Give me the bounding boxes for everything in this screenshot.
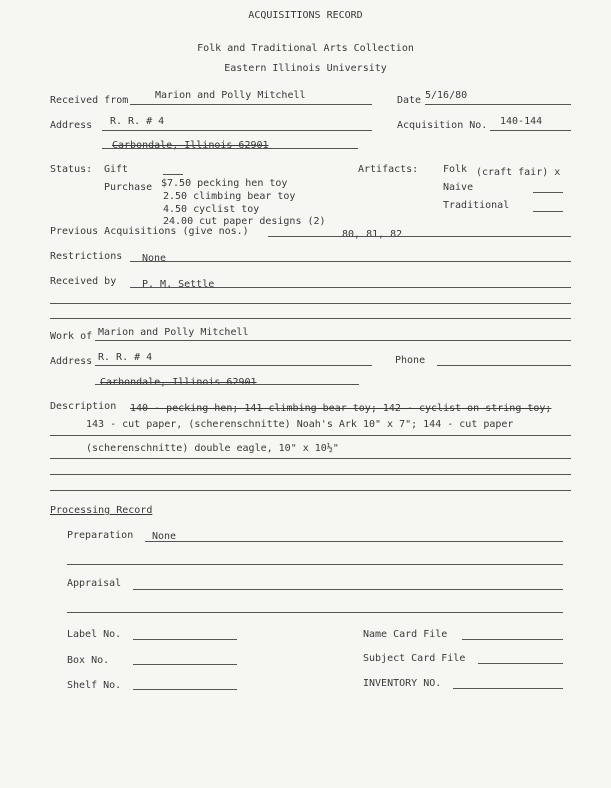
previous-acquisitions-value: 80, 81, 82 — [342, 229, 403, 240]
received-from-value: Marion and Polly Mitchell — [155, 90, 306, 101]
form-subtitle: Folk and Traditional Arts Collection — [197, 43, 414, 54]
gift-label: Gift — [104, 164, 129, 175]
form-title: ACQUISITIONS RECORD — [248, 10, 363, 21]
preparation-value: None — [152, 531, 177, 542]
phone-label: Phone — [395, 355, 426, 366]
acquisition-no-label: Acquisition No. — [397, 120, 488, 131]
received-by-value: P. M. Settle — [142, 279, 215, 290]
address-line2: Carbondale, Illinois 62901 — [112, 140, 269, 151]
work-of-label: Work of — [50, 331, 93, 342]
description-line3: (scherenschnitte) double eagle, 10" x 10½" — [86, 443, 339, 454]
purchase-item: $7.50 pecking hen toy — [161, 178, 288, 189]
preparation-label: Preparation — [67, 530, 134, 541]
processing-record-title: Processing Record — [50, 505, 153, 516]
address-label: Address — [50, 120, 93, 131]
purchase-item: 4.50 cyclist toy — [163, 204, 260, 215]
date-label: Date — [397, 95, 422, 106]
address2-label: Address — [50, 356, 93, 367]
received-from-label: Received from — [50, 95, 129, 106]
description-line2: 143 - cut paper, (scherenschnitte) Noah's Ark 10" x 7"; 144 - cut paper — [86, 419, 514, 430]
institution: Eastern Illinois University — [224, 63, 387, 74]
description-label: Description — [50, 401, 117, 412]
purchase-label: Purchase — [104, 182, 153, 193]
purchase-item: 2.50 climbing bear toy — [163, 191, 296, 202]
restrictions-label: Restrictions — [50, 251, 123, 262]
previous-acquisitions-label: Previous Acquisitions (give nos.) — [50, 226, 249, 237]
label-no-label: Label No. — [67, 629, 122, 640]
inventory-no-label: INVENTORY NO. — [363, 678, 442, 689]
restrictions-value: None — [142, 253, 167, 264]
address2-line2: Carbondale, Illinois 62901 — [100, 377, 257, 388]
date-value: 5/16/80 — [425, 90, 468, 101]
work-of-value: Marion and Polly Mitchell — [98, 327, 249, 338]
status-label: Status: — [50, 164, 93, 175]
acquisition-no-value: 140-144 — [500, 116, 543, 127]
description-line1: 140 - pecking hen; 141 climbing bear toy; 142 - cyclist on string toy; — [130, 403, 552, 414]
address2-line1: R. R. # 4 — [98, 352, 153, 363]
naive-label: Naive — [443, 182, 474, 193]
received-by-label: Received by — [50, 276, 117, 287]
box-no-label: Box No. — [67, 655, 110, 666]
shelf-no-label: Shelf No. — [67, 680, 122, 691]
folk-note: (craft fair) x — [476, 167, 561, 178]
address-line1: R. R. # 4 — [110, 116, 165, 127]
appraisal-label: Appraisal — [67, 578, 122, 589]
folk-label: Folk — [443, 164, 468, 175]
purchase-item: 24.00 cut paper designs (2) — [163, 216, 326, 227]
artifacts-label: Artifacts: — [358, 164, 419, 175]
name-card-file-label: Name Card File — [363, 629, 448, 640]
subject-card-file-label: Subject Card File — [363, 653, 466, 664]
traditional-label: Traditional — [443, 200, 510, 211]
